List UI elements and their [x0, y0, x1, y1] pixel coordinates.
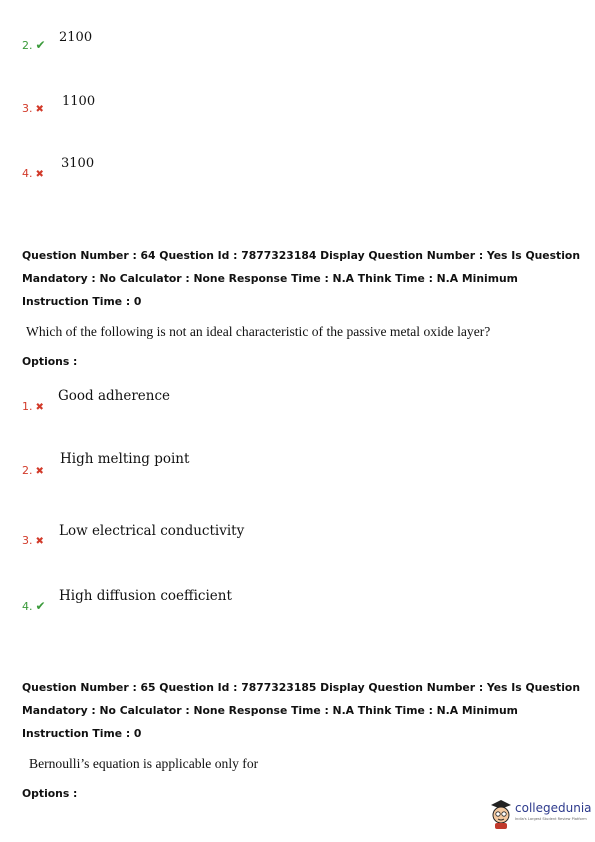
option-number-label: 3.	[22, 534, 33, 547]
prev-option-2-text: 2100	[59, 30, 93, 45]
q64-option-1-text: Good adherence	[58, 388, 171, 404]
prev-option-2-number	[22, 39, 46, 52]
cross-icon: ✖	[35, 169, 44, 180]
question-64-options-label: Options :	[22, 355, 78, 368]
question-64-text: Which of the following is not an ideal characteristic of the passive metal oxide layer?	[26, 324, 491, 339]
q64-option-4-text: High diffusion coefficient	[59, 588, 232, 604]
collegedunia-logo	[489, 798, 592, 832]
q64-option-3-number	[22, 535, 44, 548]
option-number-label: 4.	[22, 600, 33, 613]
prev-option-3-number	[22, 103, 44, 116]
q64-option-2-text: High melting point	[60, 451, 190, 467]
option-number-label: 2.	[22, 464, 33, 477]
check-icon: ✔	[35, 38, 46, 52]
q64-option-4-number	[22, 600, 46, 613]
option-number-label: 1.	[22, 400, 33, 413]
check-icon: ✔	[35, 599, 46, 613]
cross-icon: ✖	[35, 104, 44, 115]
q64-option-2-number	[22, 465, 44, 478]
question-65-meta: Question Number : 65 Question Id : 7877323185 Display Question Number : Yes Is Question Mandatory : No Calculator : None Response Time : N.A Think Time : N.A Minimum Instruction Time : 0	[22, 681, 581, 740]
question-65-text: Bernoulli’s equation is applicable only for	[29, 756, 259, 771]
option-number-label: 3.	[22, 102, 33, 115]
prev-option-4-text: 3100	[61, 156, 95, 171]
option-number-label: 4.	[22, 167, 33, 180]
q64-option-3-text: Low electrical conductivity	[59, 523, 245, 539]
logo-name: collegedunia	[515, 801, 592, 815]
option-number-label: 2.	[22, 39, 33, 52]
logo-tagline: India's Largest Student Review Platform	[515, 817, 587, 821]
mascot-icon	[489, 798, 513, 830]
prev-option-4-number	[22, 168, 44, 181]
question-65-options-label: Options :	[22, 787, 78, 800]
question-64-meta: Question Number : 64 Question Id : 7877323184 Display Question Number : Yes Is Question Mandatory : No Calculator : None Response Time : N.A Think Time : N.A Minimum Instruction Time : 0	[22, 249, 581, 308]
cross-icon: ✖	[35, 536, 44, 547]
q64-option-1-number	[22, 401, 44, 414]
cross-icon: ✖	[35, 402, 44, 413]
prev-option-3-text: 1100	[62, 94, 96, 109]
cross-icon: ✖	[35, 466, 44, 477]
